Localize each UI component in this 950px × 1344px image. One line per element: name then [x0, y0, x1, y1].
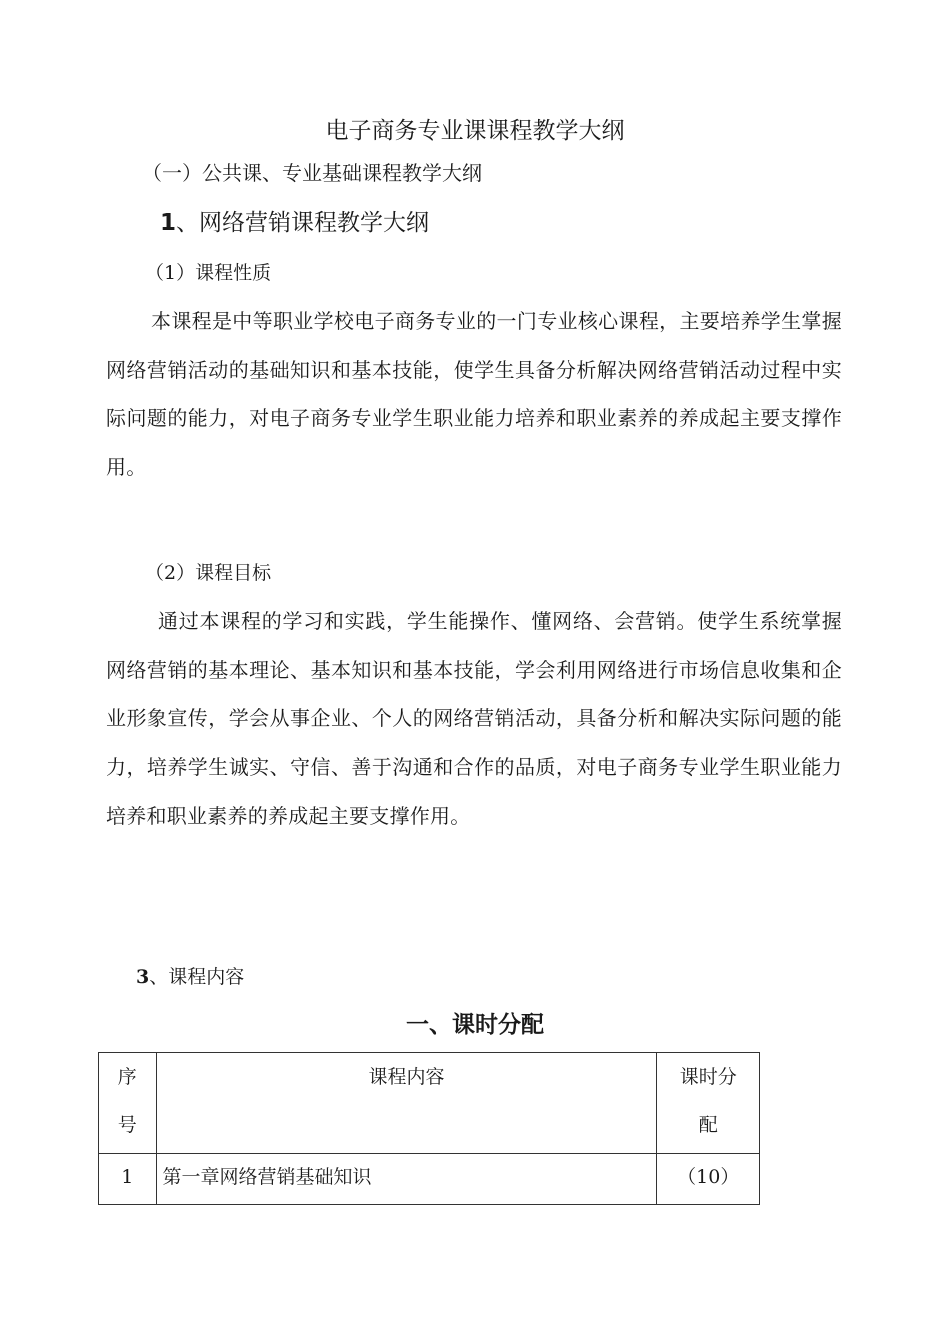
- header-no-line1: 序: [117, 1066, 137, 1088]
- section-heading-public-courses: （一）公共课、专业基础课程教学大纲: [142, 161, 482, 185]
- header-no-line2: 号: [117, 1114, 137, 1136]
- course-heading: [160, 204, 429, 237]
- course-title: 、网络营销课程教学大纲: [176, 210, 430, 236]
- row-content: 第一章网络营销基础知识: [156, 1154, 657, 1205]
- header-hours-line1: 课时分: [679, 1066, 737, 1088]
- content-heading: [136, 962, 244, 989]
- nature-paragraph: 本课程是中等职业学校电子商务专业的一门专业核心课程，主要培养学生掌握网络营销活动的基础知识和基本技能，使学生具备分析解决网络营销活动过程中实际问题的能力，对电子商务专业学生职业能力培养和职业素养的养成起主要支撑作用。: [106, 309, 842, 480]
- table-title: 一、课时分配: [406, 1012, 544, 1038]
- course-number: 1: [160, 210, 177, 236]
- hours-table: [98, 1052, 760, 1205]
- row-hours: （10）: [657, 1154, 760, 1205]
- table-row: [99, 1154, 760, 1205]
- document-title: 电子商务专业课课程教学大纲: [325, 118, 625, 144]
- row-no: 1: [99, 1154, 157, 1205]
- header-no: [99, 1053, 157, 1154]
- goal-paragraph: 通过本课程的学习和实践，学生能操作、懂网络、会营销。使学生系统掌握网络营销的基本理论、基本知识和基本技能，学会利用网络进行市场信息收集和企业形象宣传，学会从事企业、个人的网络营销活动，具备分析和解决实际问题的能力，培养学生诚实、守信、善于沟通和合作的品质，对电子商务专业学生职业能力培养和职业素养的养成起主要支撑作用。: [106, 609, 842, 828]
- content-heading-text: 、课程内容: [149, 966, 245, 988]
- header-hours: [657, 1053, 760, 1154]
- nature-heading: （1）课程性质: [145, 262, 272, 284]
- content-number: 3: [136, 966, 150, 988]
- goal-heading: （2）课程目标: [145, 562, 272, 584]
- header-hours-line2: 配: [698, 1114, 718, 1136]
- header-content: 课程内容: [156, 1053, 657, 1154]
- table-header-row: [99, 1053, 760, 1154]
